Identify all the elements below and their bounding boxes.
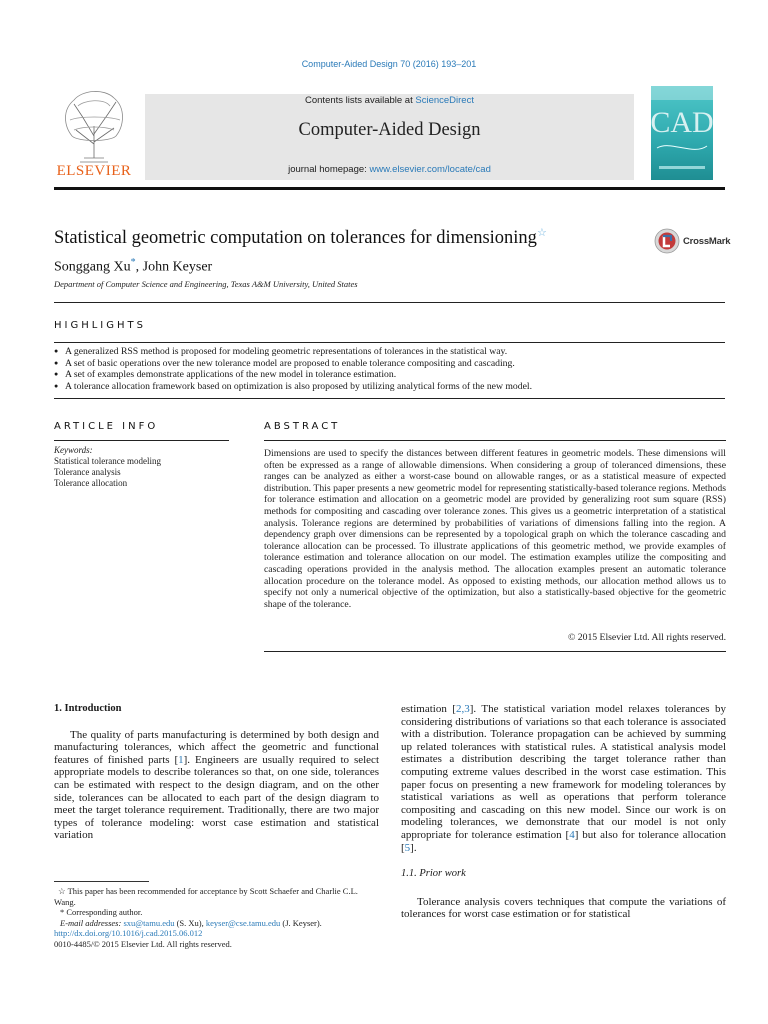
abstract-rule-bottom <box>264 651 726 652</box>
header-rule <box>54 187 725 190</box>
body-left-column <box>54 703 379 842</box>
title-footnote-mark[interactable]: ☆ <box>536 227 547 239</box>
abstract-copyright: © 2015 Elsevier Ltd. All rights reserved. <box>567 632 726 643</box>
crossmark-label[interactable]: CrossMark <box>683 236 731 247</box>
crossmark-icon[interactable] <box>654 228 680 254</box>
email-link[interactable]: keyser@cse.tamu.edu <box>205 917 281 928</box>
sciencedirect-link[interactable]: ScienceDirect <box>415 95 474 106</box>
issn-line: 0010-4485/© 2015 Elsevier Ltd. All rights reserved. <box>54 938 232 949</box>
homepage-link[interactable]: www.elsevier.com/locate/cad <box>369 164 491 175</box>
keywords-label: Keywords: <box>54 445 93 455</box>
highlights-rule-bottom <box>54 398 725 399</box>
citation-link[interactable]: 1 <box>178 753 184 766</box>
article-info-rule <box>54 440 229 441</box>
email-link[interactable]: sxu@tamu.edu <box>123 917 175 928</box>
highlight-item: ● A generalized RSS method is proposed for modeling geometric representations of tolerances in the statistical way. <box>54 346 734 358</box>
journal-reference[interactable]: Computer-Aided Design 70 (2016) 193–201 <box>301 59 477 69</box>
divider <box>54 302 725 303</box>
footnote-rule <box>54 881 149 882</box>
affiliation: Department of Computer Science and Engineering, Texas A&M University, United States <box>54 279 358 289</box>
body-right-column <box>401 703 726 921</box>
doi-link[interactable]: http://dx.doi.org/10.1016/j.cad.2015.06.012 <box>54 928 203 939</box>
highlight-item: ● A set of basic operations over the new tolerance model are proposed to enable tolerance compositing and cascading. <box>54 358 734 370</box>
article-title: Statistical geometric computation on tolerances for dimensioning☆ <box>54 227 547 249</box>
article-info-heading: ARTICLE INFO <box>54 421 159 432</box>
section-heading: 1. Introduction <box>54 703 122 714</box>
keyword: Statistical tolerance modeling <box>54 456 161 466</box>
subsection-heading: 1.1. Prior work <box>401 868 466 880</box>
author-keyser[interactable]: , John Keyser <box>135 259 213 275</box>
highlight-item: ● A set of examples demonstrate applications of the new model in tolerance estimation. <box>54 369 734 381</box>
abstract-rule <box>264 440 726 441</box>
authors <box>54 257 212 276</box>
homepage-line: journal homepage: www.elsevier.com/locate/cad <box>288 164 491 175</box>
citation-link[interactable]: 2,3 <box>455 703 470 715</box>
highlights-rule-top <box>54 342 725 343</box>
journal-title: Computer-Aided Design <box>298 120 481 140</box>
footnote-emails: E-mail addresses: sxu@tamu.edu (S. Xu), keyser@cse.tamu.edu (J. Keyser). <box>60 917 322 928</box>
abstract-body: Dimensions are used to specify the distances between different features in geometric models. These dimensions will often be expressed as a range of allowable dimensions. When considering a group of toleranced dimensions, these ranges can be analyzed as either a worst-case bound on allowable ranges, or as a statistical measure of expected distribution. This paper presents a new geometric model for representing statistically-based tolerance regions. Methods for tolerance estimation and allocation on a geometric model are provided by generalizing root sum square (RSS) methods for compositing and cascading over tolerance zones. This gives us a geometric interpretation of a statistical analysis. Tolerance regions are determined by probabilities of variations of dimensions falling into the region. A dependency graph over dimensions can be represented by a topological graph on which the tolerance cascading and tolerance allocation can be processed. To illustrate applications of this geometric method, we provide examples of tolerance estimation and tolerance allocation on our model. The estimation examples utilize the compositing and cascading operations provided in the analysis method. The allocation examples present an automatic tolerance allocation procedure on the tolerance model. As opposed to existing methods, our allocation method allows us to specify not only a numerical objective of the optimization, but also a statistically-based objective for the geometric shape of the tolerance. <box>264 448 726 610</box>
paragraph: estimation [2,3]. The statistical variation model relaxes tolerances by considering distributions of variations so that each tolerance is associated with a distribution. Tolerance propagation can be achieved by summing up related tolerances with statistical rules. A statistical analysis model estimates a distribution describing the target tolerance rather than computing extreme values described in the worst case estimation. This paper focus on presenting a new framework for modeling tolerances by statistical variations as well as operations that perform tolerance compositing and cascading on this new model. Since our work is on modeling tolerances, we demonstrate that our model is not only appropriate for tolerance estimation [4] but also for tolerance allocation [5]. <box>401 703 726 854</box>
cover-graphic <box>651 86 713 180</box>
footnote-corresponding: * Corresponding author. <box>60 907 143 918</box>
contents-line: Contents lists available at ScienceDirect <box>305 95 474 106</box>
journal-cover[interactable] <box>651 86 713 180</box>
keyword: Tolerance allocation <box>54 478 128 488</box>
publisher-wordmark: ELSEVIER <box>56 163 132 179</box>
paragraph: The quality of parts manufacturing is determined by both design and manufacturing tolerances, which affect the geometric and functional features of finished parts [1]. Engineers are usually required to select appropriate models to describe tolerances so that, on one side, tolerances can be estimated with respect to the design diagram, and on the other side, tolerances can be allocated to each part of the design diagram to meet the target tolerance requirement. Traditionally, there are two major types of tolerance modeling: worst case estimation and statistical variation <box>54 728 379 842</box>
footnotes <box>54 886 379 950</box>
abstract-heading: ABSTRACT <box>264 421 341 432</box>
footnote-star: ☆ This paper has been recommended for acceptance by Scott Schaefer and Charlie C.L. Wang. <box>54 886 358 907</box>
cover-title: CAD <box>651 106 713 139</box>
citation-link[interactable]: 4 <box>569 828 575 841</box>
keywords <box>54 445 229 489</box>
highlights-heading: HIGHLIGHTS <box>54 320 146 331</box>
paragraph: Tolerance analysis covers techniques that compute the variations of tolerances for worst case estimation or for statistical <box>401 895 726 921</box>
highlights-list <box>54 346 734 392</box>
corresponding-mark[interactable]: * <box>130 257 136 268</box>
highlight-item: ● A tolerance allocation framework based on optimization is also proposed by utilizing analytical forms of the new model. <box>54 381 734 393</box>
keyword: Tolerance analysis <box>54 467 121 477</box>
citation-link[interactable]: 5 <box>404 841 411 854</box>
author-xu[interactable]: Songgang Xu <box>54 259 131 275</box>
